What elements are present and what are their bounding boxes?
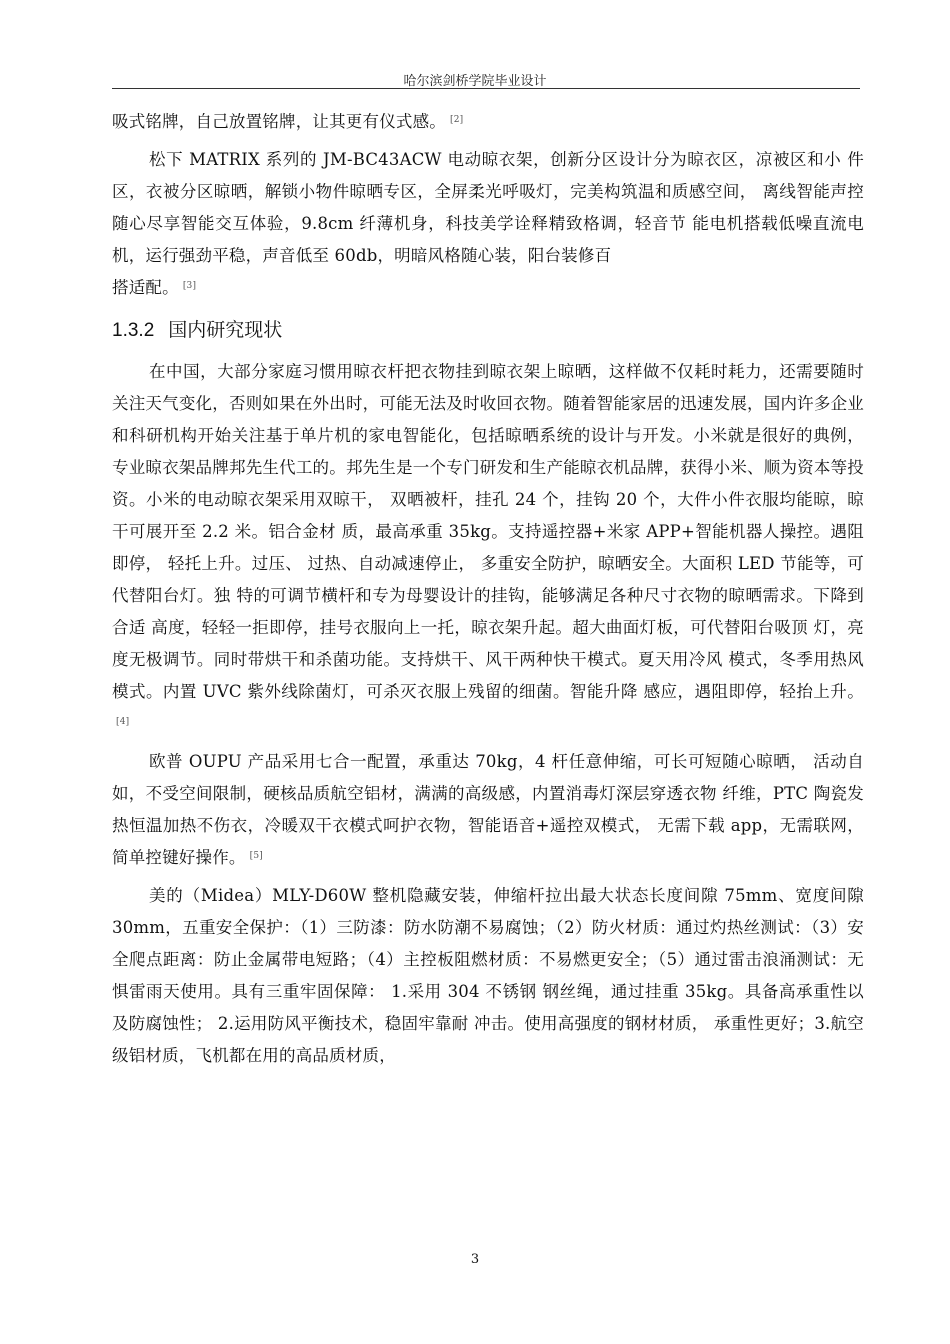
citation-ref[interactable]: [5] (249, 851, 263, 861)
paragraph-text: 搭适配。 (112, 278, 179, 297)
citation-ref[interactable]: [3] (182, 281, 197, 291)
paragraph-text: 美的（Midea）MLY-D60W 整机隐藏安装，伸缩杆拉出最大状态长度间隙 75mm、宽度间隙 30mm，五重安全保护：（1）三防漆：防水防潮不易腐蚀；（2）防火材质：通过灼热丝测试：（3）安全爬点距离：防止金属带电短路；（4）主控板阻燃材质：不易燃更安全；（5）通过雷击浪涌测试：无惧雷雨天使用。具有三重牢固保障： 1.采用 304 不锈钢 钢丝绳，通过挂重 35kg。具备高承重性以及防腐蚀性； 2.运用防风平衡技术，稳固牢靠耐 冲击。使用高强度的钢材材质， 承重性更好；3.航空级铝材质，飞机都在用的高品质材质， (112, 886, 864, 1065)
paragraph-text: 在中国，大部分家庭习惯用晾衣杆把衣物挂到晾衣架上晾晒，这样做不仅耗时耗力，还需要随时关注天气变化，否则如果在外出时，可能无法及时收回衣物。随着智能家居的迅速发展，国内许多企业和科研机构开始关注基于单片机的家电智能化，包括晾晒系统的设计与开发。小米就是很好的典例， 专业晾衣架品牌邦先生代工的。邦先生是一个专门研发和生产能晾衣机品牌，获得小米、顺为资本等投资。小米的电动晾衣架采用双晾干， 双晒被杆，挂孔 24 个，挂钩 20 个，大件小件衣服均能晾，晾干可展开至 2.2 米。铝合金材 质，最高承重 35kg。支持遥控器+米家 APP+智能机器人操控。遇阻即停， 轻托上升。过压、 过热、自动减速停止， 多重安全防护，晾晒安全。大面积 LED 节能等，可代替阳台灯。独 特的可调节横杆和专为母婴设计的挂钩，能够满足各种尺寸衣物的晾晒需求。下降到合适 高度，轻轻一拒即停，挂号衣服向上一托，晾衣架升起。超大曲面灯板，可代替阳台吸顶 灯，亮度无极调节。同时带烘干和杀菌功能。支持烘干、风干两种快干模式。夏天用冷风 模式，冬季用热风模式。内置 UVC 紫外线除菌灯，可杀灭衣服上残留的细菌。智能升降 感应，遇阻即停，轻抬上升。 (112, 362, 864, 701)
paragraph-text: 欧普 OUPU 产品采用七合一配置，承重达 70kg，4 杆任意伸缩，可长可短随心晾晒， 活动自如，不受空间限制，硬核品质航空铝材，满满的高级感，内置消毒灯深层穿透衣物 纤维，PTC 陶瓷发热恒温加热不伤衣，冷暖双干衣模式呵护衣物，智能语音+遥控双模式， 无需下载 app，无需联网，简单控键好操作。 (112, 752, 864, 867)
paragraph-text: 吸式铭牌，自己放置铭牌，让其更有仪式感。 (112, 112, 446, 131)
paragraph-continuation (112, 106, 864, 138)
paragraph-xiaomi (112, 356, 864, 740)
paragraph-midea (112, 880, 864, 1072)
page-number: 3 (470, 1252, 480, 1267)
paragraph-oupu (112, 746, 864, 874)
section-title: 国内研究现状 (168, 320, 283, 341)
citation-ref[interactable]: [2] (450, 115, 464, 125)
paragraph-text: 松下 MATRIX 系列的 JM-BC43ACW 电动晾衣架，创新分区设计分为晾衣区，凉被区和小 件区，衣被分区晾晒，解锁小物件晾晒专区，全屏柔光呼吸灯，完美构筑温和质感空间， 离线智能声控随心尽享智能交互体验，9.8cm 纤薄机身，科技美学诠释精致格调，轻音节 能电机搭载低噪直流电机，运行强劲平稳，声音低至 60db，明暗风格随心装，阳台装修百 (112, 150, 864, 265)
running-header: 哈尔滨剑桥学院毕业设计 (403, 74, 547, 89)
paragraph-panasonic (112, 144, 864, 272)
page-body (112, 106, 864, 1072)
citation-ref[interactable]: [4] (116, 717, 130, 727)
section-number: 1.3.2 (112, 320, 155, 341)
section-heading (112, 314, 864, 348)
header-rule (112, 88, 860, 89)
paragraph-panasonic-tail (112, 272, 864, 304)
